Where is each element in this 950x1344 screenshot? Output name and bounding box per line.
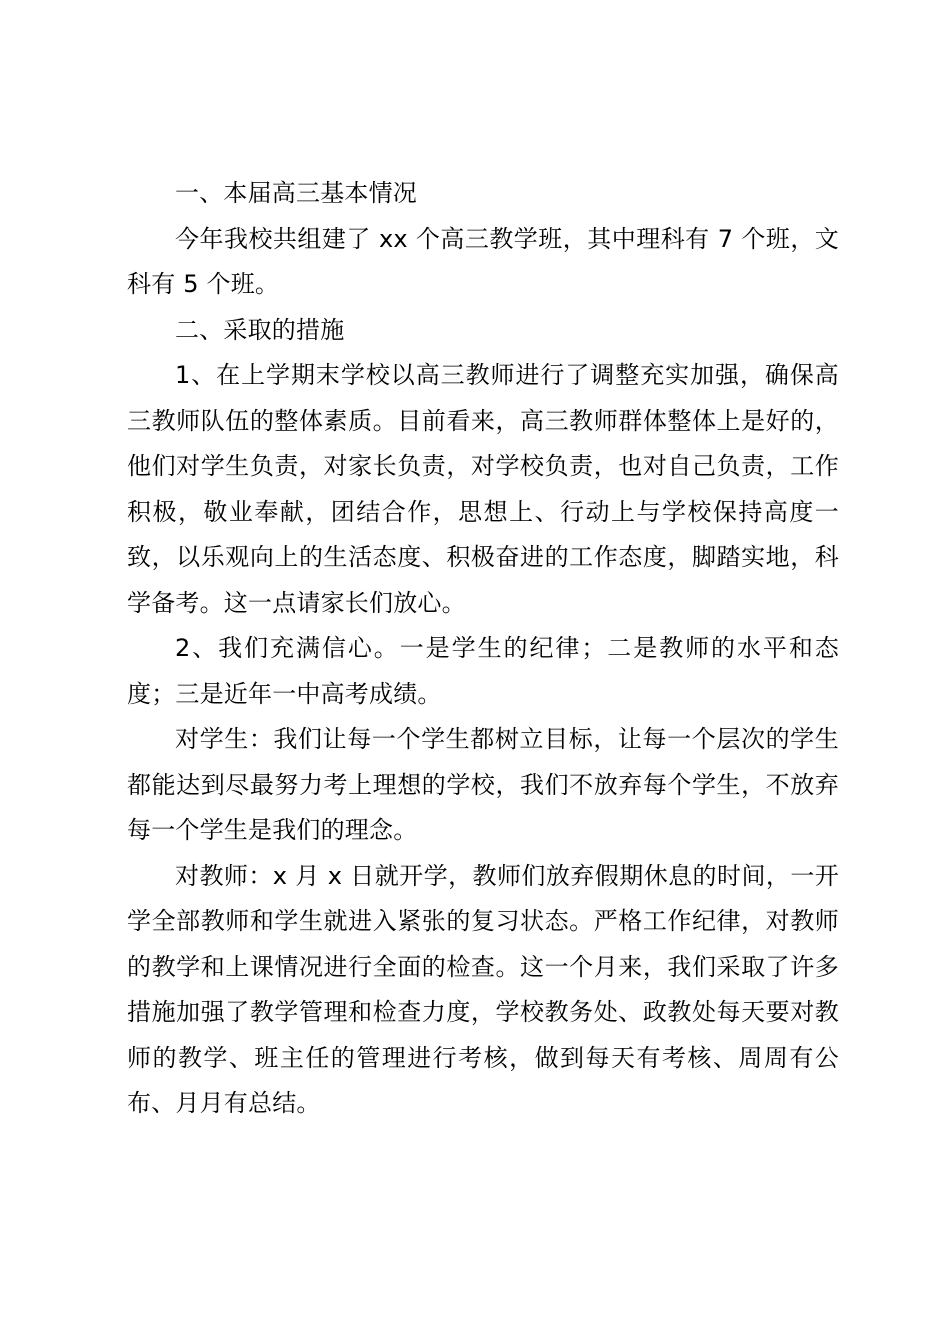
- section-heading-measures: 二、采取的措施: [175, 315, 345, 344]
- document-body: [127, 171, 839, 1127]
- section-heading-basic-situation: 一、本届高三基本情况: [175, 179, 417, 207]
- paragraph-teacher-team: 1、在上学期末学校以高三教师进行了调整充实加强，确保高三教师队伍的整体素质。目前看来，高三教师群体整体上是好的，他们对学生负责，对家长负责，对学校负责，也对自己负责，工作积极，敬业奉献，团结合作，思想上、行动上与学校保持高度一致，以乐观向上的生活态度、积极奋进的工作态度，脚踏实地，科学备考。这一点请家长们放心。: [127, 361, 839, 617]
- paragraph-teachers: 对教师：x 月 x 日就开学，教师们放弃假期休息的时间，一开学全部教师和学生就进入紧张的复习状态。严格工作纪律，对教师的教学和上课情况进行全面的检查。这一个月来，我们采取了许多措施加强了教学管理和检查力度，学校教务处、政教处每天要对教师的教学、班主任的管理进行考核，做到每天有考核、周周有公布、月月有总结。: [127, 861, 839, 1117]
- paragraph-class-count: 今年我校共组建了 xx 个高三教学班，其中理科有 7 个班，文科有 5 个班。: [127, 224, 839, 298]
- paragraph-students: 对学生：我们让每一个学生都树立目标，让每一个层次的学生都能达到尽最努力考上理想的学校，我们不放弃每个学生，不放弃每一个学生是我们的理念。: [127, 725, 839, 844]
- paragraph-confidence: 2、我们充满信心。一是学生的纪律；二是教师的水平和态度；三是近年一中高考成绩。: [127, 634, 839, 708]
